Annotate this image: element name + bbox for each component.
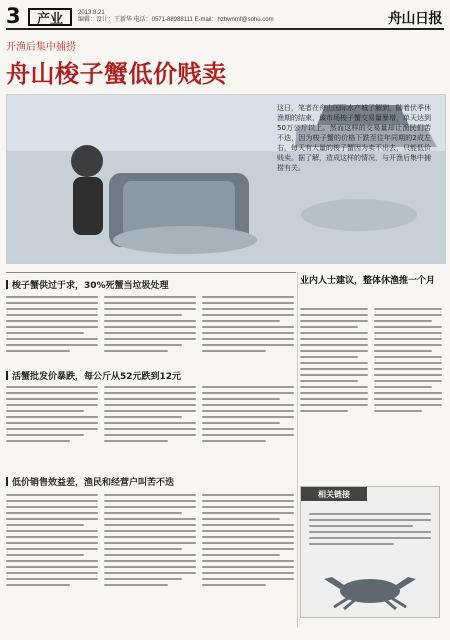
text-line — [6, 512, 98, 514]
text-line — [300, 338, 368, 340]
main-headline: 舟山梭子蟹低价贱卖 — [6, 60, 227, 88]
text-line — [6, 578, 98, 580]
text-line — [6, 308, 98, 310]
text-line — [6, 314, 98, 316]
section-3-column-3 — [202, 490, 294, 630]
editor-contact-line: 编辑：设计：王新华 电话：0571-88988111 E-mail：hzbwnmf@sohu.com — [78, 17, 274, 23]
section-rule-top — [6, 272, 296, 273]
text-line — [300, 368, 368, 370]
lead-photo — [6, 94, 446, 264]
text-line — [6, 416, 98, 418]
section-label: 产业 — [28, 8, 72, 26]
text-line — [6, 518, 98, 520]
text-line — [202, 350, 266, 352]
text-line — [104, 302, 196, 304]
text-line — [6, 440, 70, 442]
text-line — [6, 350, 70, 352]
text-line — [6, 524, 84, 526]
text-line — [202, 296, 294, 298]
crab-pile-left — [113, 226, 257, 254]
text-line — [104, 560, 196, 562]
text-line — [104, 386, 196, 388]
text-line — [374, 398, 442, 400]
text-line — [104, 554, 196, 556]
text-line — [6, 404, 98, 406]
text-line — [202, 440, 266, 442]
section-title-1: 梭子蟹供过于求，30%死蟹当垃圾处理 — [6, 278, 169, 291]
text-line — [104, 398, 196, 400]
text-line — [202, 434, 294, 436]
section-1-column-2 — [104, 292, 196, 366]
text-line — [202, 404, 294, 406]
text-line — [104, 536, 196, 538]
text-line — [309, 531, 431, 533]
text-line — [374, 350, 432, 352]
section-3-column-2 — [104, 490, 196, 630]
text-line — [6, 434, 84, 436]
text-line — [374, 380, 442, 382]
text-line — [6, 494, 98, 496]
text-line — [374, 392, 442, 394]
text-line — [6, 302, 98, 304]
text-line — [6, 584, 70, 586]
section-title-2: 活蟹批发价暴跌，每公斤从52元跌到12元 — [6, 369, 181, 382]
text-line — [300, 362, 368, 364]
text-line — [202, 398, 280, 400]
text-line — [104, 338, 196, 340]
right-column-2 — [374, 304, 442, 480]
text-line — [6, 410, 84, 412]
text-line — [202, 338, 294, 340]
section-title-3: 低价销售效益差，渔民和经营户叫苦不迭 — [6, 475, 174, 488]
text-line — [104, 350, 168, 352]
text-line — [104, 548, 182, 550]
worker-body — [73, 177, 103, 235]
section-1-column-3 — [202, 292, 294, 366]
right-column-1 — [300, 304, 368, 480]
crab-body — [340, 579, 400, 603]
text-line — [300, 344, 368, 346]
text-line — [6, 332, 84, 334]
text-line — [202, 494, 294, 496]
text-line — [6, 548, 98, 550]
text-line — [202, 428, 294, 430]
section-2-column-3 — [202, 382, 294, 466]
text-line — [300, 308, 368, 310]
text-line — [6, 296, 98, 298]
text-line — [6, 320, 98, 322]
text-line — [104, 518, 196, 520]
text-line — [104, 416, 182, 418]
text-line — [104, 422, 196, 424]
text-line — [202, 578, 294, 580]
text-line — [202, 320, 280, 322]
text-line — [374, 374, 442, 376]
text-line — [104, 500, 196, 502]
text-line — [104, 572, 196, 574]
text-line — [374, 362, 442, 364]
text-line — [300, 386, 368, 388]
text-line — [104, 428, 196, 430]
text-line — [104, 410, 196, 412]
text-line — [202, 572, 294, 574]
newspaper-name: 舟山日报 — [388, 11, 442, 27]
text-line — [202, 314, 294, 316]
text-line — [6, 392, 98, 394]
crab-illustration — [316, 569, 424, 611]
text-line — [300, 356, 358, 358]
text-line — [374, 332, 442, 334]
text-line — [202, 410, 294, 412]
text-line — [104, 530, 196, 532]
text-line — [202, 308, 294, 310]
text-line — [300, 320, 368, 322]
text-line — [374, 326, 442, 328]
text-line — [6, 326, 98, 328]
text-line — [202, 548, 294, 550]
text-line — [6, 500, 98, 502]
text-line — [374, 344, 442, 346]
text-line — [202, 542, 294, 544]
text-line — [104, 326, 196, 328]
text-line — [202, 584, 266, 586]
text-line — [374, 386, 432, 388]
text-line — [6, 386, 98, 388]
text-line — [202, 344, 294, 346]
text-line — [300, 374, 368, 376]
page-header — [6, 6, 444, 30]
text-line — [6, 554, 84, 556]
text-line — [374, 410, 422, 412]
text-line — [300, 350, 368, 352]
text-line — [6, 338, 98, 340]
text-line — [202, 536, 294, 538]
issue-date: 2013.8.21 — [78, 10, 105, 16]
text-line — [6, 572, 98, 574]
related-links-label: 相关链接 — [301, 487, 367, 501]
text-line — [6, 422, 98, 424]
text-line — [6, 566, 98, 568]
text-line — [104, 404, 196, 406]
text-line — [309, 543, 394, 545]
text-line — [374, 404, 442, 406]
text-line — [104, 308, 196, 310]
text-line — [300, 398, 368, 400]
text-line — [104, 392, 196, 394]
text-line — [300, 410, 348, 412]
text-line — [300, 314, 368, 316]
page-number: 3 — [6, 4, 21, 28]
text-line — [202, 302, 294, 304]
text-line — [104, 296, 196, 298]
text-line — [202, 566, 294, 568]
text-line — [300, 380, 358, 382]
text-line — [202, 422, 280, 424]
text-line — [6, 428, 98, 430]
section-2-column-1 — [6, 382, 98, 466]
text-line — [374, 338, 442, 340]
column-divider — [297, 272, 298, 628]
text-line — [202, 554, 280, 556]
related-links-text — [309, 509, 431, 549]
text-line — [104, 320, 196, 322]
text-line — [309, 519, 431, 521]
text-line — [374, 356, 442, 358]
text-line — [202, 416, 294, 418]
text-line — [202, 512, 294, 514]
text-line — [6, 398, 98, 400]
text-line — [202, 326, 294, 328]
text-line — [300, 392, 368, 394]
text-line — [6, 530, 98, 532]
text-line — [202, 386, 294, 388]
text-line — [309, 525, 413, 527]
text-line — [6, 560, 98, 562]
right-column-title: 业内人士建议，整体休渔推一个月 — [300, 276, 436, 286]
text-line — [374, 320, 432, 322]
text-line — [300, 404, 368, 406]
text-line — [202, 506, 294, 508]
text-line — [309, 537, 431, 539]
text-line — [6, 506, 98, 508]
text-line — [104, 512, 182, 514]
right-claw — [396, 577, 416, 589]
section-1-column-1 — [6, 292, 98, 366]
text-line — [104, 524, 196, 526]
text-line — [202, 332, 294, 334]
headline-kicker: 开渔后集中捕捞 — [6, 42, 76, 53]
text-line — [202, 392, 294, 394]
section-2-column-2 — [104, 382, 196, 466]
text-line — [104, 584, 168, 586]
lead-paragraph: 这日，笔者在舟山国际水产城了解到，随着伏季休渔期的结束，该市场梭子蟹交易量暴增，单天达到50万公斤以上。然而这样的交易量却让渔民们苦不迭，因为梭子蟹的价格下跌至往年同期的2成左右，每天有大量的梭子蟹因为卖不出去，只能低价贱卖。据了解，造成这样的情况，与开渔后集中捕捞有关。 — [277, 104, 431, 172]
text-line — [202, 560, 294, 562]
text-line — [104, 506, 196, 508]
text-line — [104, 434, 196, 436]
left-claw — [324, 577, 344, 589]
text-line — [202, 524, 294, 526]
text-line — [104, 494, 196, 496]
text-line — [104, 440, 168, 442]
text-line — [300, 332, 368, 334]
text-line — [6, 536, 98, 538]
header-meta — [78, 10, 274, 24]
related-links-box — [300, 486, 440, 618]
text-line — [104, 578, 182, 580]
text-line — [104, 332, 196, 334]
worker-head — [71, 145, 103, 177]
text-line — [202, 518, 280, 520]
text-line — [374, 314, 442, 316]
text-line — [104, 542, 196, 544]
text-line — [104, 344, 182, 346]
text-line — [374, 368, 442, 370]
text-line — [6, 344, 98, 346]
text-line — [202, 530, 294, 532]
text-line — [309, 513, 431, 515]
text-line — [104, 314, 182, 316]
text-line — [374, 308, 442, 310]
text-line — [104, 566, 196, 568]
text-line — [6, 542, 98, 544]
crab-pile-right — [301, 199, 417, 231]
text-line — [202, 500, 294, 502]
text-line — [300, 326, 358, 328]
section-3-column-1 — [6, 490, 98, 630]
